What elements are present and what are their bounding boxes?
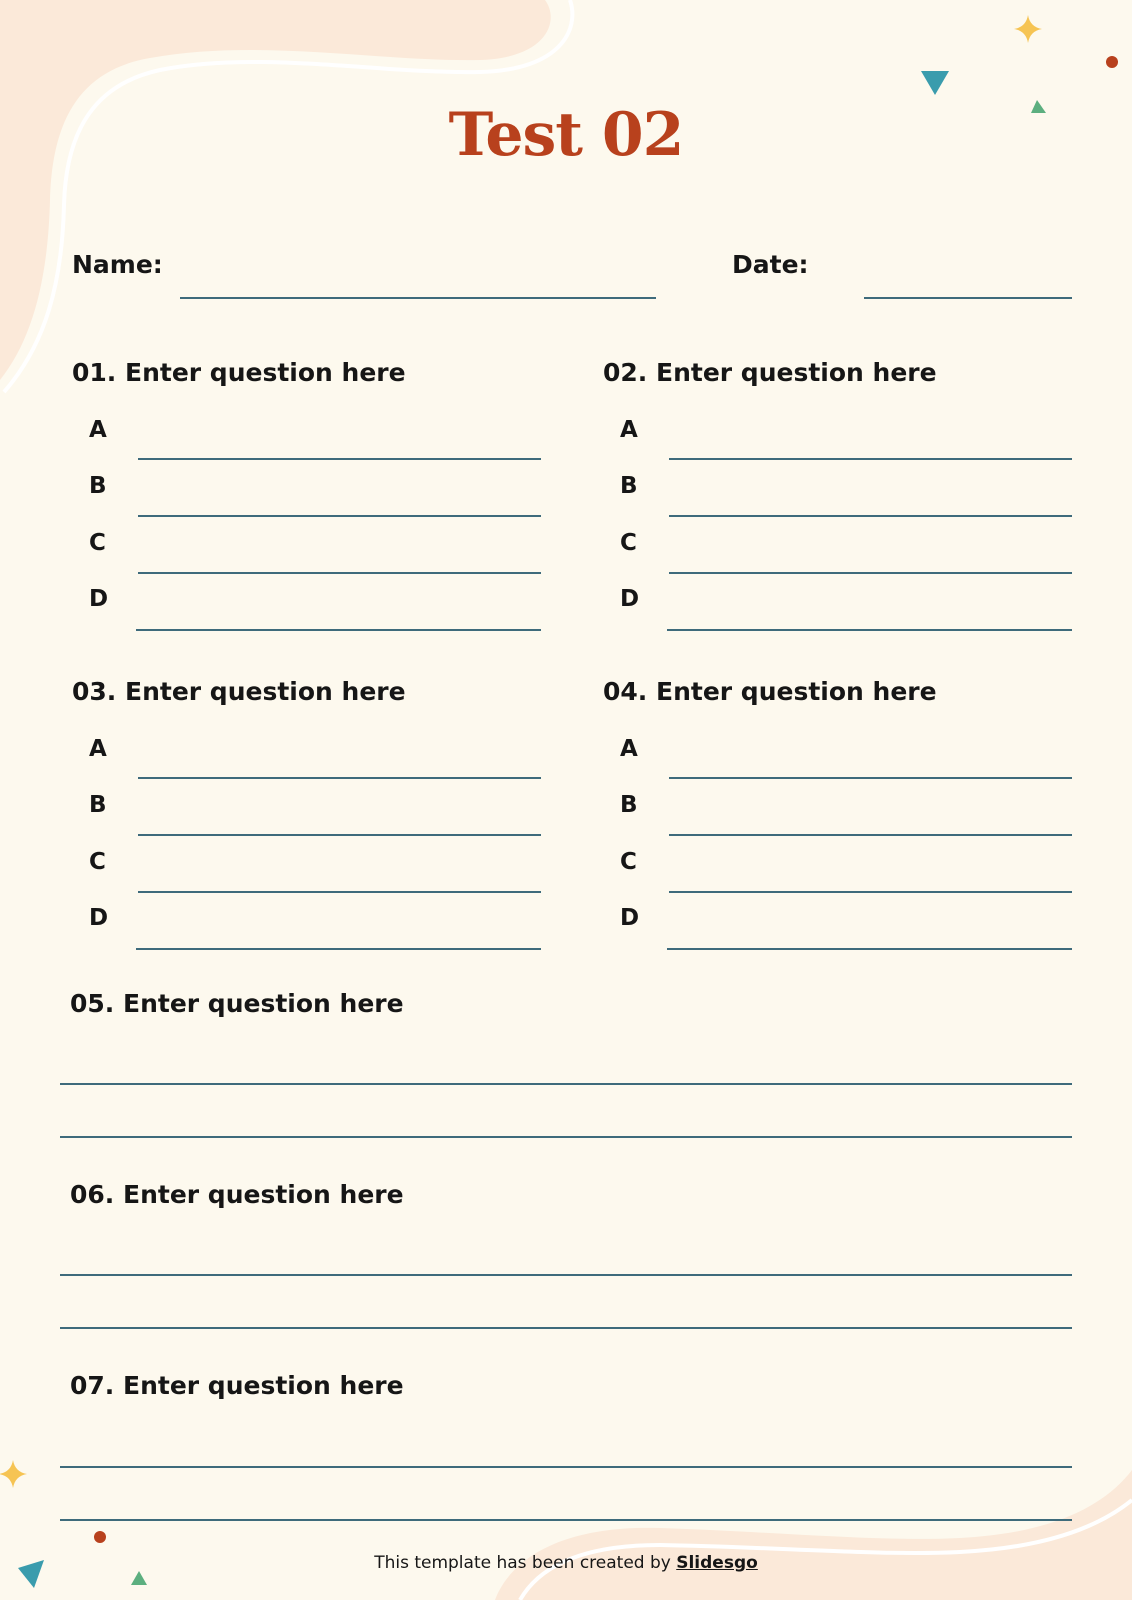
answer-line[interactable] <box>138 834 541 836</box>
answer-line[interactable] <box>669 891 1072 893</box>
option-label: A <box>620 417 638 443</box>
footer-link[interactable]: Slidesgo <box>676 1553 758 1573</box>
answer-line[interactable] <box>669 834 1072 836</box>
sparkle-icon <box>0 1460 27 1488</box>
question-title: 03. Enter question here <box>72 677 406 706</box>
answer-line[interactable] <box>60 1327 1072 1329</box>
footer-text: This template has been created by <box>374 1553 671 1573</box>
option-label: C <box>89 849 106 875</box>
answer-line[interactable] <box>669 515 1072 517</box>
footer <box>0 1553 1132 1573</box>
answer-line[interactable] <box>138 515 541 517</box>
name-label: Name: <box>72 250 163 279</box>
answer-line[interactable] <box>60 1136 1072 1138</box>
option-label: C <box>89 530 106 556</box>
option-label: B <box>89 792 107 818</box>
answer-line[interactable] <box>136 629 541 631</box>
question-title: 02. Enter question here <box>603 358 937 387</box>
date-field[interactable] <box>864 297 1072 299</box>
triangle-icon <box>921 71 949 95</box>
option-label: A <box>89 417 107 443</box>
option-label: B <box>620 473 638 499</box>
answer-line[interactable] <box>60 1519 1072 1521</box>
option-label: A <box>620 736 638 762</box>
option-label: B <box>89 473 107 499</box>
top-left-blob <box>0 0 551 380</box>
option-label: D <box>89 586 109 612</box>
answer-line[interactable] <box>60 1083 1072 1085</box>
option-label: D <box>620 905 640 931</box>
dot-icon <box>1106 56 1118 68</box>
bottom-right-blob <box>495 1470 1132 1600</box>
answer-line[interactable] <box>138 777 541 779</box>
option-label: C <box>620 530 637 556</box>
answer-line[interactable] <box>138 891 541 893</box>
answer-line[interactable] <box>60 1466 1072 1468</box>
answer-line[interactable] <box>667 948 1072 950</box>
sparkle-icon <box>1014 15 1042 43</box>
answer-line[interactable] <box>667 629 1072 631</box>
question-title: 05. Enter question here <box>70 989 404 1018</box>
question-title: 01. Enter question here <box>72 358 406 387</box>
option-label: D <box>89 905 109 931</box>
answer-line[interactable] <box>138 458 541 460</box>
option-label: B <box>620 792 638 818</box>
option-label: D <box>620 586 640 612</box>
dot-icon <box>94 1531 106 1543</box>
option-label: C <box>620 849 637 875</box>
page-title: Test 02 <box>448 100 684 170</box>
answer-line[interactable] <box>669 777 1072 779</box>
question-title: 04. Enter question here <box>603 677 937 706</box>
name-field[interactable] <box>180 297 656 299</box>
triangle-icon <box>131 1571 147 1585</box>
date-label: Date: <box>732 250 809 279</box>
answer-line[interactable] <box>669 458 1072 460</box>
answer-line[interactable] <box>60 1274 1072 1276</box>
option-label: A <box>89 736 107 762</box>
question-title: 07. Enter question here <box>70 1371 404 1400</box>
question-title: 06. Enter question here <box>70 1180 404 1209</box>
answer-line[interactable] <box>669 572 1072 574</box>
answer-line[interactable] <box>138 572 541 574</box>
answer-line[interactable] <box>136 948 541 950</box>
